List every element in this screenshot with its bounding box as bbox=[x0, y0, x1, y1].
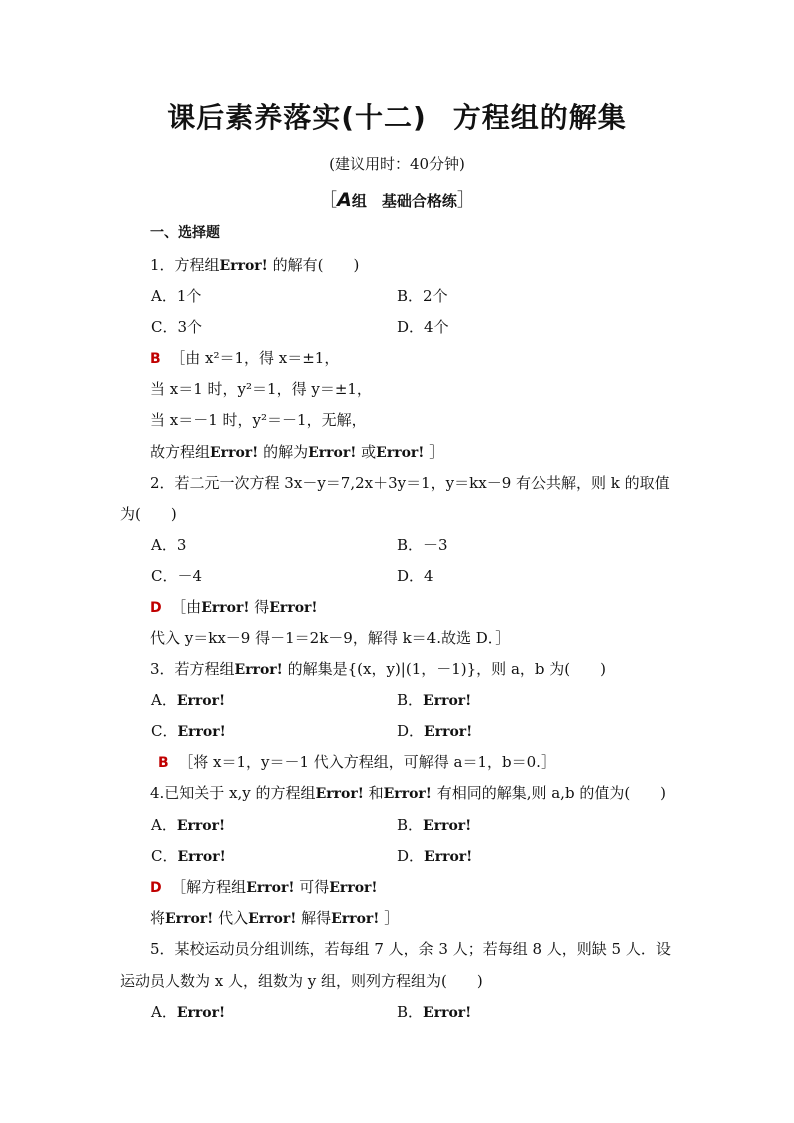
q3-option-d bbox=[397, 720, 472, 741]
q1-sol4-error-3: Error! bbox=[376, 445, 425, 461]
q4-answer: D bbox=[150, 880, 162, 896]
q4-solution-line-2 bbox=[150, 907, 399, 928]
title-main: 课后素养落实(十二) bbox=[167, 101, 427, 134]
q3-option-b bbox=[397, 689, 471, 710]
q3-option-b-label: B． bbox=[397, 691, 424, 709]
q1-stem-pre: 1．方程组 bbox=[150, 256, 220, 274]
q2-option-b: B．－3 bbox=[397, 536, 448, 554]
q4-sol2-pre: 将 bbox=[150, 909, 166, 927]
q4-option-c-label: C． bbox=[151, 847, 178, 865]
q5-option-b-error: Error! bbox=[423, 1005, 472, 1021]
q4-option-d-error: Error! bbox=[424, 849, 473, 865]
q2-option-a: A．3 bbox=[151, 536, 187, 554]
q4-sol2-end: ］ bbox=[379, 909, 400, 927]
q1-sol4-error-2: Error! bbox=[308, 445, 357, 461]
q3-option-c-label: C． bbox=[151, 722, 178, 740]
q4-stem-error-1: Error! bbox=[315, 786, 364, 802]
q2-option-d: D．4 bbox=[397, 567, 434, 585]
q3-sol: ［将 x＝1，y＝－1 代入方程组，可解得 a＝1，b＝0.］ bbox=[178, 753, 556, 771]
q1-sol1: ［由 x²＝1，得 x＝±1， bbox=[170, 349, 340, 367]
q4-sol2-mid-2: 解得 bbox=[296, 909, 332, 927]
q5-stem-line-1: 5．某校运动员分组训练，若每组 7 人，余 3 人；若每组 8 人，则缺 5 人．设 bbox=[150, 940, 671, 958]
q1-solution-line-3: 当 x＝－1 时，y²＝－1，无解， bbox=[150, 411, 367, 429]
q4-option-b-label: B． bbox=[397, 816, 424, 834]
q4-option-b bbox=[397, 814, 471, 835]
q4-sol1-pre: ［解方程组 bbox=[171, 878, 247, 896]
group-label bbox=[0, 186, 794, 212]
q1-sol4-mid: 的解为 bbox=[258, 443, 309, 461]
q4-option-a-label: A． bbox=[151, 816, 177, 834]
group-open-bracket: ［ bbox=[319, 190, 338, 211]
q2-answer: D bbox=[150, 600, 162, 616]
group-letter: A bbox=[337, 189, 352, 211]
q3-answer: B bbox=[158, 755, 169, 771]
group-text: 组 基础合格练 bbox=[351, 192, 457, 210]
q5-option-b bbox=[397, 1001, 471, 1022]
q1-stem-error: Error! bbox=[219, 258, 268, 274]
q4-option-d bbox=[397, 845, 472, 866]
q2-sol1-error-1: Error! bbox=[201, 600, 250, 616]
q4-sol1-mid: 可得 bbox=[294, 878, 330, 896]
q3-stem-error: Error! bbox=[234, 662, 283, 678]
q4-stem-mid: 和 bbox=[363, 784, 384, 802]
q3-stem bbox=[150, 658, 606, 679]
q3-option-c bbox=[151, 720, 226, 741]
q3-option-d-label: D． bbox=[397, 722, 425, 740]
q4-option-b-error: Error! bbox=[423, 818, 472, 834]
q4-sol2-error-2: Error! bbox=[248, 911, 297, 927]
q1-sol4-or: 或 bbox=[356, 443, 377, 461]
q4-stem-error-2: Error! bbox=[383, 786, 432, 802]
q5-option-b-label: B． bbox=[397, 1003, 424, 1021]
q1-option-b: B．2个 bbox=[397, 287, 448, 305]
q3-option-a-label: A． bbox=[151, 691, 177, 709]
q4-option-d-label: D． bbox=[397, 847, 425, 865]
q2-stem-line-1: 2．若二元一次方程 3x－y＝7,2x＋3y＝1，y＝kx－9 有公共解，则 k 的取值 bbox=[150, 474, 670, 492]
section-heading: 一、选择题 bbox=[150, 225, 220, 241]
group-close-bracket: ］ bbox=[456, 190, 475, 211]
q1-option-d: D．4个 bbox=[397, 318, 449, 336]
q1-answer: B bbox=[150, 351, 161, 367]
q3-stem-pre: 3．若方程组 bbox=[150, 660, 235, 678]
q4-option-a bbox=[151, 814, 225, 835]
q1-sol4-end: ］ bbox=[424, 443, 445, 461]
q4-option-c-error: Error! bbox=[177, 849, 226, 865]
q4-stem bbox=[150, 782, 666, 803]
time-suggestion: (建议用时：40分钟) bbox=[329, 155, 465, 173]
q3-solution bbox=[158, 751, 556, 772]
q4-option-c bbox=[151, 845, 226, 866]
q3-option-a bbox=[151, 689, 225, 710]
q4-sol1-error-2: Error! bbox=[329, 880, 378, 896]
q2-solution-line-2: 代入 y＝kx－9 得－1＝2k－9，解得 k＝4.故选 D．］ bbox=[150, 629, 511, 647]
q2-sol1-pre: ［由 bbox=[171, 598, 202, 616]
q1-solution-line-2: 当 x＝1 时，y²＝1，得 y＝±1， bbox=[150, 380, 372, 398]
q2-option-c: C．－4 bbox=[151, 567, 203, 585]
q1-solution-line-1 bbox=[150, 347, 339, 368]
q2-sol1-error-2: Error! bbox=[269, 600, 318, 616]
q2-stem-line-2: 为( ) bbox=[120, 505, 177, 523]
q4-sol2-error-1: Error! bbox=[165, 911, 214, 927]
q1-option-c: C．3个 bbox=[151, 318, 203, 336]
q4-solution-line-1 bbox=[150, 876, 378, 897]
page-title bbox=[0, 96, 794, 136]
q2-solution-line-1 bbox=[150, 596, 318, 617]
title-topic: 方程组的解集 bbox=[452, 101, 627, 134]
q4-sol2-mid: 代入 bbox=[213, 909, 249, 927]
q4-option-a-error: Error! bbox=[176, 818, 226, 834]
q1-sol4-pre: 故方程组 bbox=[150, 443, 211, 461]
q3-option-a-error: Error! bbox=[176, 693, 226, 709]
q1-stem-post: 的解有( ) bbox=[267, 256, 360, 274]
q2-sol1-mid: 得 bbox=[249, 598, 270, 616]
q5-option-a bbox=[151, 1001, 225, 1022]
q1-stem bbox=[150, 254, 359, 275]
q1-option-a: A．1个 bbox=[151, 287, 202, 305]
q3-option-b-error: Error! bbox=[423, 693, 472, 709]
q4-stem-pre: 4.已知关于 x,y 的方程组 bbox=[150, 784, 316, 802]
q3-option-d-error: Error! bbox=[424, 724, 473, 740]
q4-sol2-error-3: Error! bbox=[331, 911, 380, 927]
q5-stem-line-2: 运动员人数为 x 人，组数为 y 组，则列方程组为( ) bbox=[120, 972, 483, 990]
q4-sol1-error-1: Error! bbox=[246, 880, 295, 896]
q3-option-c-error: Error! bbox=[177, 724, 226, 740]
q1-sol4-error-1: Error! bbox=[210, 445, 259, 461]
q5-option-a-error: Error! bbox=[176, 1005, 226, 1021]
q5-option-a-label: A． bbox=[151, 1003, 177, 1021]
q4-stem-post: 有相同的解集,则 a,b 的值为( ) bbox=[431, 784, 667, 802]
q3-stem-post: 的解集是{(x，y)|(1，－1)}，则 a，b 为( ) bbox=[282, 660, 606, 678]
q1-solution-line-4 bbox=[150, 441, 444, 462]
